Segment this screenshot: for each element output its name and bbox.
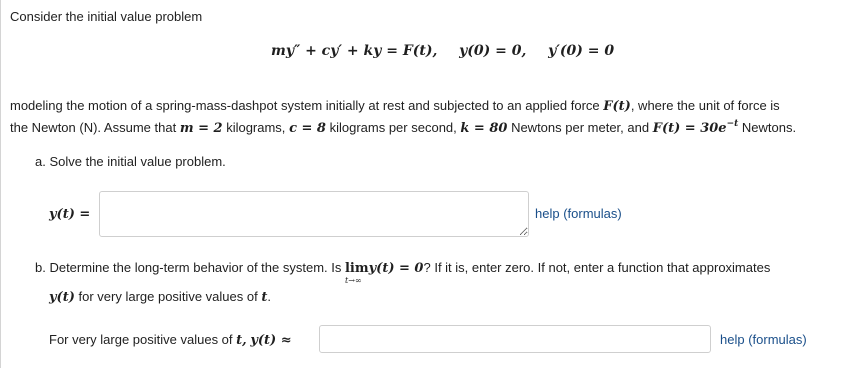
limit-operator: lim: [344, 261, 369, 276]
description-text: kilograms per second,: [329, 120, 457, 135]
part-b-label: [35, 260, 771, 285]
part-b-answer-input[interactable]: [319, 325, 711, 353]
description-text: Newtons per meter, and: [511, 120, 650, 135]
part-b-answer-text: For very large positive values of: [49, 332, 233, 347]
part-b-text: for very large positive values of: [78, 289, 258, 304]
forcing-function: [653, 121, 739, 136]
spring-constant-value: k = 80: [460, 121, 508, 136]
part-b-text: .: [267, 289, 271, 304]
initial-condition-2: y′(0) = 0: [548, 43, 615, 59]
part-a-label: a. Solve the initial value problem.: [35, 154, 226, 169]
forcing-base: F(t) = 30e: [652, 121, 727, 136]
part-a-answer-input[interactable]: [99, 191, 529, 237]
y-of-t-symbol: y(t): [49, 290, 75, 305]
t-symbol: t,: [236, 333, 247, 348]
initial-condition-1: y(0) = 0,: [459, 43, 527, 59]
t-symbol: t: [261, 290, 268, 305]
forcing-exponent: −t: [726, 119, 739, 129]
part-b-text: b. Determine the long-term behavior of the system. Is: [35, 260, 342, 275]
description-text: Newtons.: [741, 120, 797, 135]
description-line-1: [10, 98, 780, 114]
damping-value: c = 8: [289, 121, 326, 136]
part-b-text: ? If it is, enter zero. If not, enter a function that approximates: [423, 260, 771, 275]
description-text: kilograms,: [226, 120, 286, 135]
ode-expression: my″ + cy′ + ky = F(t),: [271, 43, 438, 59]
description-line-2: [10, 119, 796, 136]
description-text: , where the unit of force is: [630, 98, 780, 113]
limit-subscript: t→∞: [344, 276, 362, 285]
part-b-answer-label: [49, 332, 292, 348]
description-text: the Newton (N). Assume that: [10, 120, 177, 135]
part-a-answer-label: y(t) =: [49, 207, 91, 222]
approx-symbol: y(t) ≈: [250, 333, 292, 348]
intro-text: Consider the initial value problem: [10, 9, 203, 24]
limit-condition: y(t) = 0: [368, 261, 424, 276]
part-b-help-link[interactable]: help (formulas): [720, 332, 807, 347]
limit-expression: [344, 261, 369, 285]
ode-equation: [271, 43, 614, 59]
force-symbol: F(t): [603, 99, 631, 114]
part-a-help-link[interactable]: help (formulas): [535, 206, 622, 221]
part-b-label-line-2: [49, 289, 271, 305]
description-text: modeling the motion of a spring-mass-dashpot system initially at rest and subjected to an applied force: [10, 98, 600, 113]
mass-value: m = 2: [179, 121, 223, 136]
